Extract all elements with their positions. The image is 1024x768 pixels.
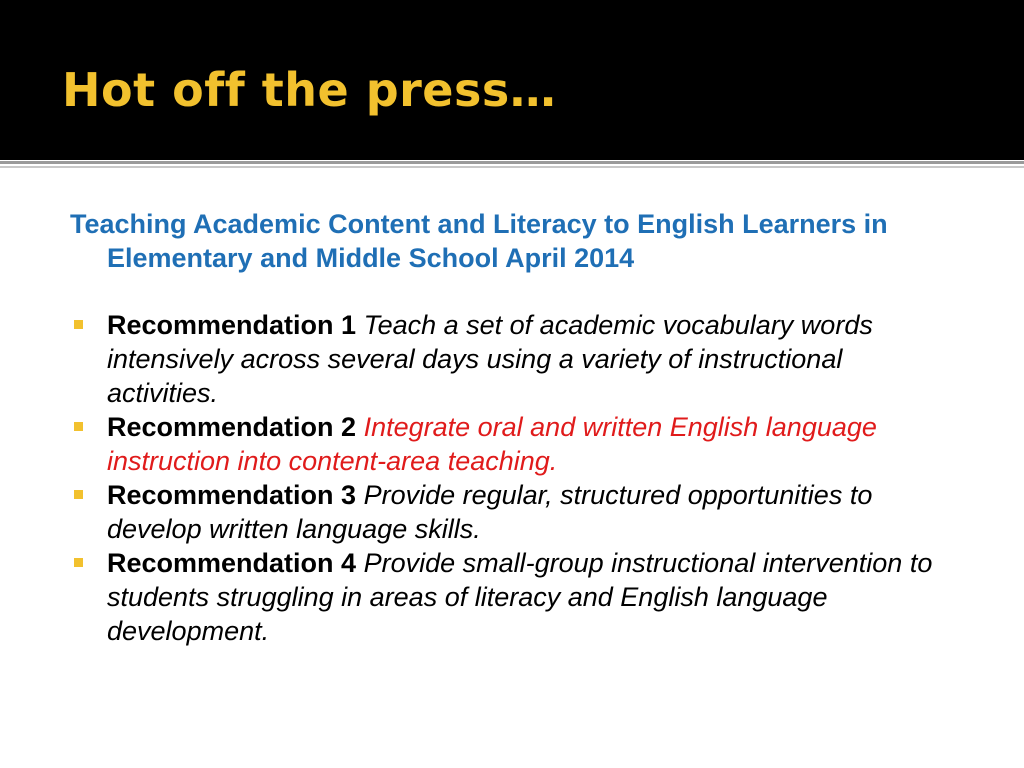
- recommendation-list: [70, 308, 950, 648]
- slide-title: Hot off the press…: [62, 63, 557, 117]
- recommendation-label: Recommendation 2: [107, 412, 364, 442]
- recommendation-label: Recommendation 4: [107, 548, 364, 578]
- slide-body: [70, 207, 950, 648]
- recommendation-label: Recommendation 1: [107, 310, 364, 340]
- recommendation-text: Provide regular, structured opportunities to develop written language skills.: [107, 480, 873, 544]
- title-divider: [0, 161, 1024, 164]
- recommendation-item: [70, 478, 950, 546]
- recommendation-text: Provide small-group instructional intervention to students struggling in areas of literacy and English language development.: [107, 548, 933, 646]
- recommendation-item: [70, 308, 950, 410]
- recommendation-text: Teach a set of academic vocabulary words intensively across several days using a variety of instructional activities.: [107, 310, 873, 408]
- square-bullet-icon: [74, 422, 83, 431]
- title-bar: [0, 0, 1024, 160]
- recommendation-label: Recommendation 3: [107, 480, 364, 510]
- recommendation-text: Integrate oral and written English language instruction into content-area teaching.: [107, 412, 877, 476]
- recommendation-item: [70, 546, 950, 648]
- recommendation-item: [70, 410, 950, 478]
- square-bullet-icon: [74, 490, 83, 499]
- title-divider-secondary: [0, 166, 1024, 168]
- square-bullet-icon: [74, 320, 83, 329]
- square-bullet-icon: [74, 558, 83, 567]
- report-citation: Teaching Academic Content and Literacy to English Learners in Elementary and Middle School April 2014: [70, 209, 888, 273]
